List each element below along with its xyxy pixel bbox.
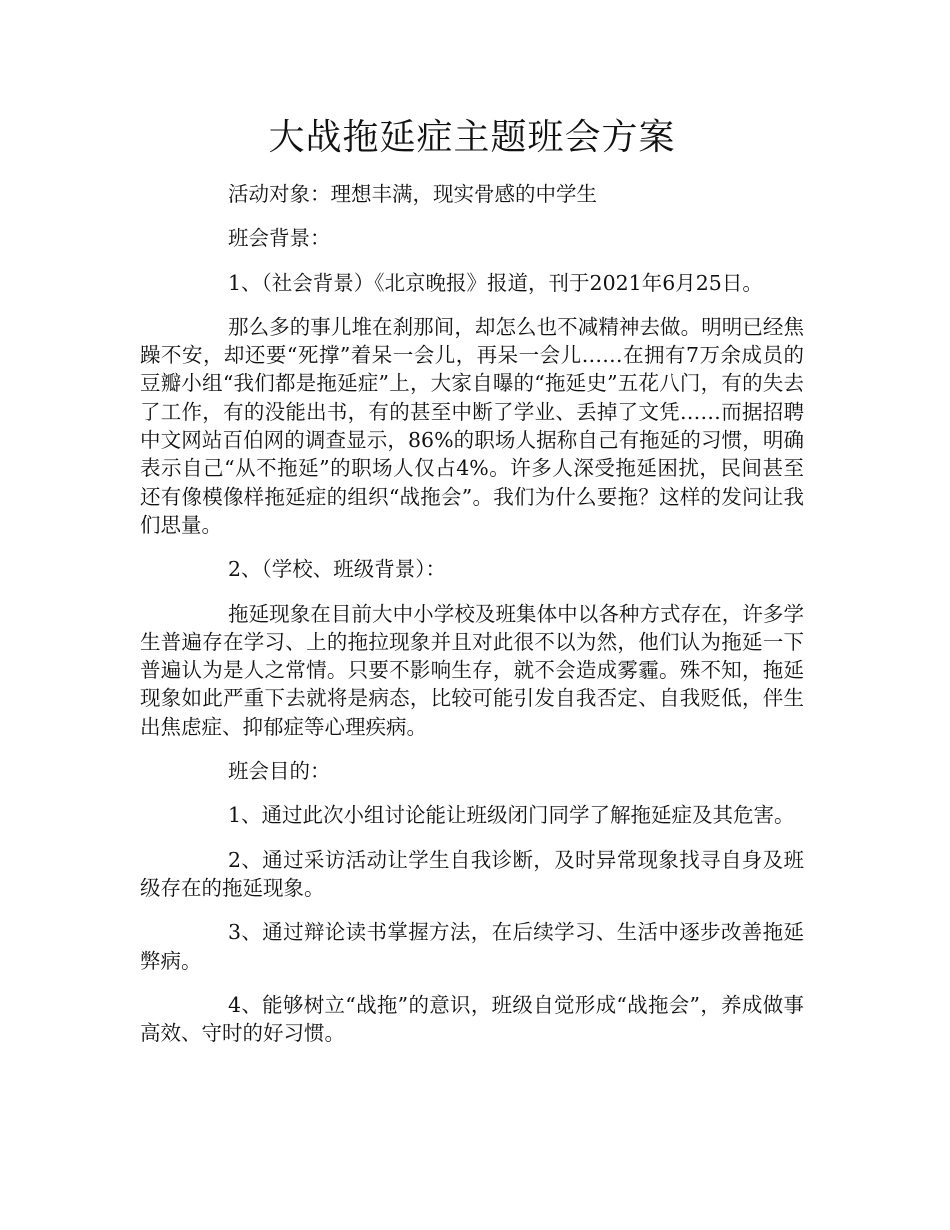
document-page [140, 110, 804, 1063]
paragraph-background-heading: 班会背景： [228, 226, 331, 251]
paragraph-goal-3: 3、通过辩论读书掌握方法，在后续学习、生活中逐步改善拖延弊病。 [140, 920, 804, 973]
paragraph-target-audience: 活动对象：理想丰满，现实骨感的中学生 [228, 182, 597, 206]
document-title: 大战拖延症主题班会方案 [268, 117, 676, 158]
paragraph-goal-1: 1、通过此次小组讨论能让班级闭门同学了解拖延症及其危害。 [228, 803, 795, 828]
paragraph-goals-heading: 班会目的： [228, 759, 331, 784]
paragraph-school-background-body: 拖延现象在目前大中小学校及班集体中以各种方式存在，许多学生普遍存在学习、上的拖拉现象并且对此很不以为然，他们认为拖延一下普遍认为是人之常情。只要不影响生存，就不会造成雾霾。殊不知，拖延现象如此严重下去就将是病态，比较可能引发自我否定、自我贬低，伴生出焦虑症、抑郁症等心理疾病。 [140, 601, 804, 739]
paragraph-social-background-body: 那么多的事儿堆在刹那间，却怎么也不减精神去做。明明已经焦躁不安，却还要“死撑”着呆一会儿，再呆一会儿……在拥有7万余成员的豆瓣小组“我们都是拖延症”上，大家自曝的“拖延史”五花八门，有的失去了工作，有的没能出书，有的甚至中断了学业、丢掉了文凭……而据招聘中文网站百伯网的调查显示，86%的职场人据称自己有拖延的习惯，明确表示自己“从不拖延”的职场人仅占4%。许多人深受拖延困扰，民间甚至还有像模像样拖延症的组织“战拖会”。我们为什么要拖？这样的发问让我们思量。 [140, 314, 804, 537]
paragraph-school-background: 2、（学校、班级背景）： [228, 557, 447, 582]
paragraph-social-background: 1、（社会背景）《北京晚报》报道，刊于2021年6月25日。 [228, 270, 763, 295]
paragraph-goal-4: 4、能够树立“战拖”的意识，班级自觉形成“战拖会”，养成做事高效、守时的好习惯。 [140, 992, 804, 1046]
paragraph-goal-2: 2、通过采访活动让学生自我诊断，及时异常现象找寻自身及班级存在的拖延现象。 [140, 847, 804, 900]
